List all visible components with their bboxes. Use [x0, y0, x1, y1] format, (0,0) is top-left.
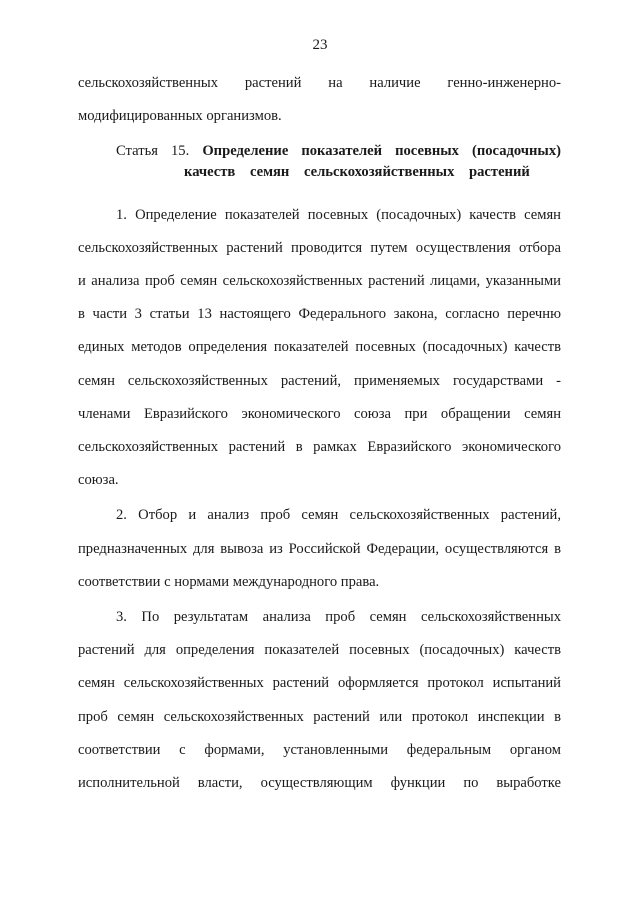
page-content: [78, 67, 561, 800]
page-number: 23: [312, 37, 328, 53]
text-line: модифицированных организмов.: [78, 108, 282, 125]
text-line: сельскохозяйственных растений проводится путем осуществления отбора: [78, 239, 561, 256]
text-line: предназначенных для вывоза из Российской Федерации, осуществляются в: [78, 540, 561, 557]
text-line: сельскохозяйственных растений в рамках Евразийского экономического: [78, 439, 561, 456]
text-line: 3. По результатам анализа проб семян сельскохозяйственных: [116, 609, 561, 626]
paragraph-2: [78, 499, 561, 599]
text-line: и анализа проб семян сельскохозяйственных растений лицами, указанными: [78, 273, 561, 290]
text-line: растений для определения показателей посевных (посадочных) качеств: [78, 642, 561, 659]
text-line: соответствии с формами, установленными федеральным органом: [78, 741, 561, 758]
text-line: единых методов определения показателей посевных (посадочных) качеств: [78, 339, 561, 356]
text-line: союза.: [78, 472, 119, 489]
text-line: проб семян сельскохозяйственных растений или протокол инспекции в: [78, 708, 561, 725]
article-title-part-1: Определение показателей посевных (посадочных): [202, 143, 561, 160]
paragraph-3: [78, 601, 561, 800]
text-line: сельскохозяйственных растений на наличие генно-инженерно-: [78, 75, 561, 91]
text-line: 2. Отбор и анализ проб семян сельскохозяйственных растений,: [116, 507, 561, 524]
text-line: семян сельскохозяйственных растений, применяемых государствами -: [78, 372, 561, 389]
text-line: в части 3 статьи 13 настоящего Федерального закона, согласно перечню: [78, 306, 561, 323]
text-line: соответствии с нормами международного права.: [78, 573, 380, 590]
text-line: исполнительной власти, осуществляющим функции по выработке: [78, 775, 561, 792]
article-label: Статья 15.: [116, 143, 190, 160]
text-line: членами Евразийского экономического союза при обращении семян: [78, 405, 561, 422]
paragraph-1: [78, 199, 561, 498]
text-line: 1. Определение показателей посевных (посадочных) качеств семян: [116, 206, 561, 223]
text-line: семян сельскохозяйственных растений оформляется протокол испытаний: [78, 675, 561, 692]
article-heading: [78, 135, 561, 180]
intro-paragraph: [78, 67, 561, 133]
article-title-part-2: качеств семян сельскохозяйственных растений: [184, 163, 530, 180]
